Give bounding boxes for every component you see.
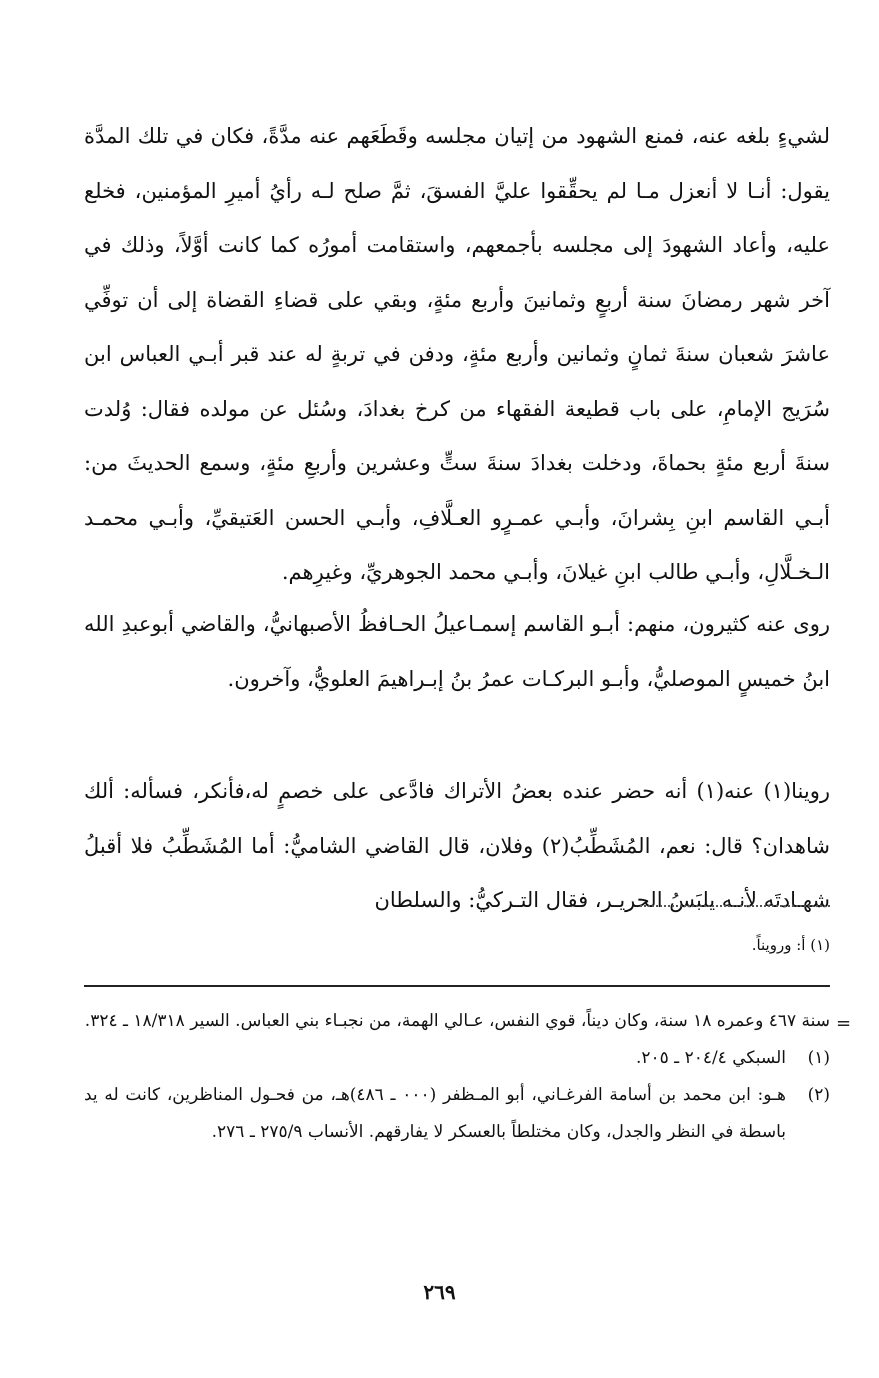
footnote-marker: (١) (807, 1048, 830, 1068)
footnote-1 (84, 1040, 830, 1077)
main-text-3 (84, 764, 830, 928)
main-text-2 (84, 597, 830, 706)
footnote-separator (84, 985, 830, 987)
continuation-mark: = (836, 1013, 852, 1034)
footnote-2 (84, 1077, 830, 1151)
paragraph-biography: لشيءٍ بلغه عنه، فمنع الشهود من إتيان مجلسه وقَطَعَهم عنه مدَّةً، فكان في تلك المدَّة يقول: أنـا لا أنعزل مـا لم يحقِّقوا عليَّ الفسقَ، ثمَّ صلح لـه رأيُ أميرِ المؤمنين، فخلع عليه، وأعاد الشهودَ إلى مجلسه بأجمعهم، واستقامت أمورُه كما كانت أوَّلاً، وذلك في آخر شهر رمضانَ سنة أربعٍ وثمانينَ وأربع مئةٍ، وبقي على قضاءِ القضاة إلى أن توفِّي عاشرَ شعبان سنةَ ثمانٍ وثمانين وأربع مئةٍ، ودفن في تربةٍ له عند قبر أبـي العباس ابن سُرَيج الإمامِ، على باب قطيعة الفقهاء من كرخ بغدادَ، وسُئل عن مولده فقال: وُلدت سنةَ أربع مئةٍ بحماةَ، ودخلت بغدادَ سنةَ ستٍّ وعشرين وأربعِ مئةٍ، وسمع الحديثَ من: أبـي القاسم ابنِ بِشرانَ، وأبـي عمـرٍو العـلَّافِ، وأبـي الحسن العَتيقيِّ، وأبـي محمـد الـخـلَّالِ، وأبـي طالب ابنِ غيلانَ، وأبـي محمد الجوهريِّ، وغيرِهم. (84, 124, 831, 584)
footnote-text: سنة ٤٦٧ وعمره ١٨ سنة، وكان ديناً، قوي النفس، عـالي الهمة، من نجبـاء بني العباس. السير ١٨/٣١٨ ـ ٣٢٤. (84, 1011, 830, 1031)
paragraph-anecdote: روينا(١) عنه(١) أنه حضر عنده بعضُ الأتراك فادَّعى على خصمٍ له،فأنكر، فسأله: ألك شاهدان؟ قال: نعم، المُشَطِّبُ(٢) وفلان، قال القاضي الشاميُّ: أما المُشَطِّبُ فلا أقبلُ شهـادتَه لأنـه يلبَسُ الحريـر، فقال التـركيُّ: والسلطان (84, 779, 830, 912)
footnote-continued (84, 1003, 830, 1040)
footnote-marker: (٢) (807, 1085, 830, 1105)
footnote-text: السبكي ٢٠٤/٤ ـ ٢٠٥. (635, 1048, 786, 1068)
editor-footnotes (84, 1003, 830, 1151)
main-text (84, 109, 830, 600)
paragraph-narrators: روى عنه كثيرون، منهم: أبـو القاسم إسمـاعيلُ الحـافظُ الأصبهانيُّ، والقاضي أبوعبدِ الله ابنُ خميسٍ الموصليُّ، وأبـو البركـات عمرُ بنُ إبـراهيمَ العلويُّ، وآخرون. (84, 612, 830, 691)
footnote-dotted-divider (640, 905, 830, 907)
page-number: ٢٦٩ (423, 1280, 456, 1304)
footnote-text: هـو: ابن محمد بن أسامة الفرغـاني، أبو المـظفر (٠٠٠ ـ ٤٨٦)هـ، من فحـول المناظرين، كانت له يد باسطة في النظر والجدل، وكان مختلطاً بالعسكر لا يفارقهم. الأنساب ٢٧٥/٩ ـ ٢٧٦. (84, 1085, 786, 1142)
manuscript-variant-footnote: (١) أ: ورويناً. (751, 936, 830, 954)
